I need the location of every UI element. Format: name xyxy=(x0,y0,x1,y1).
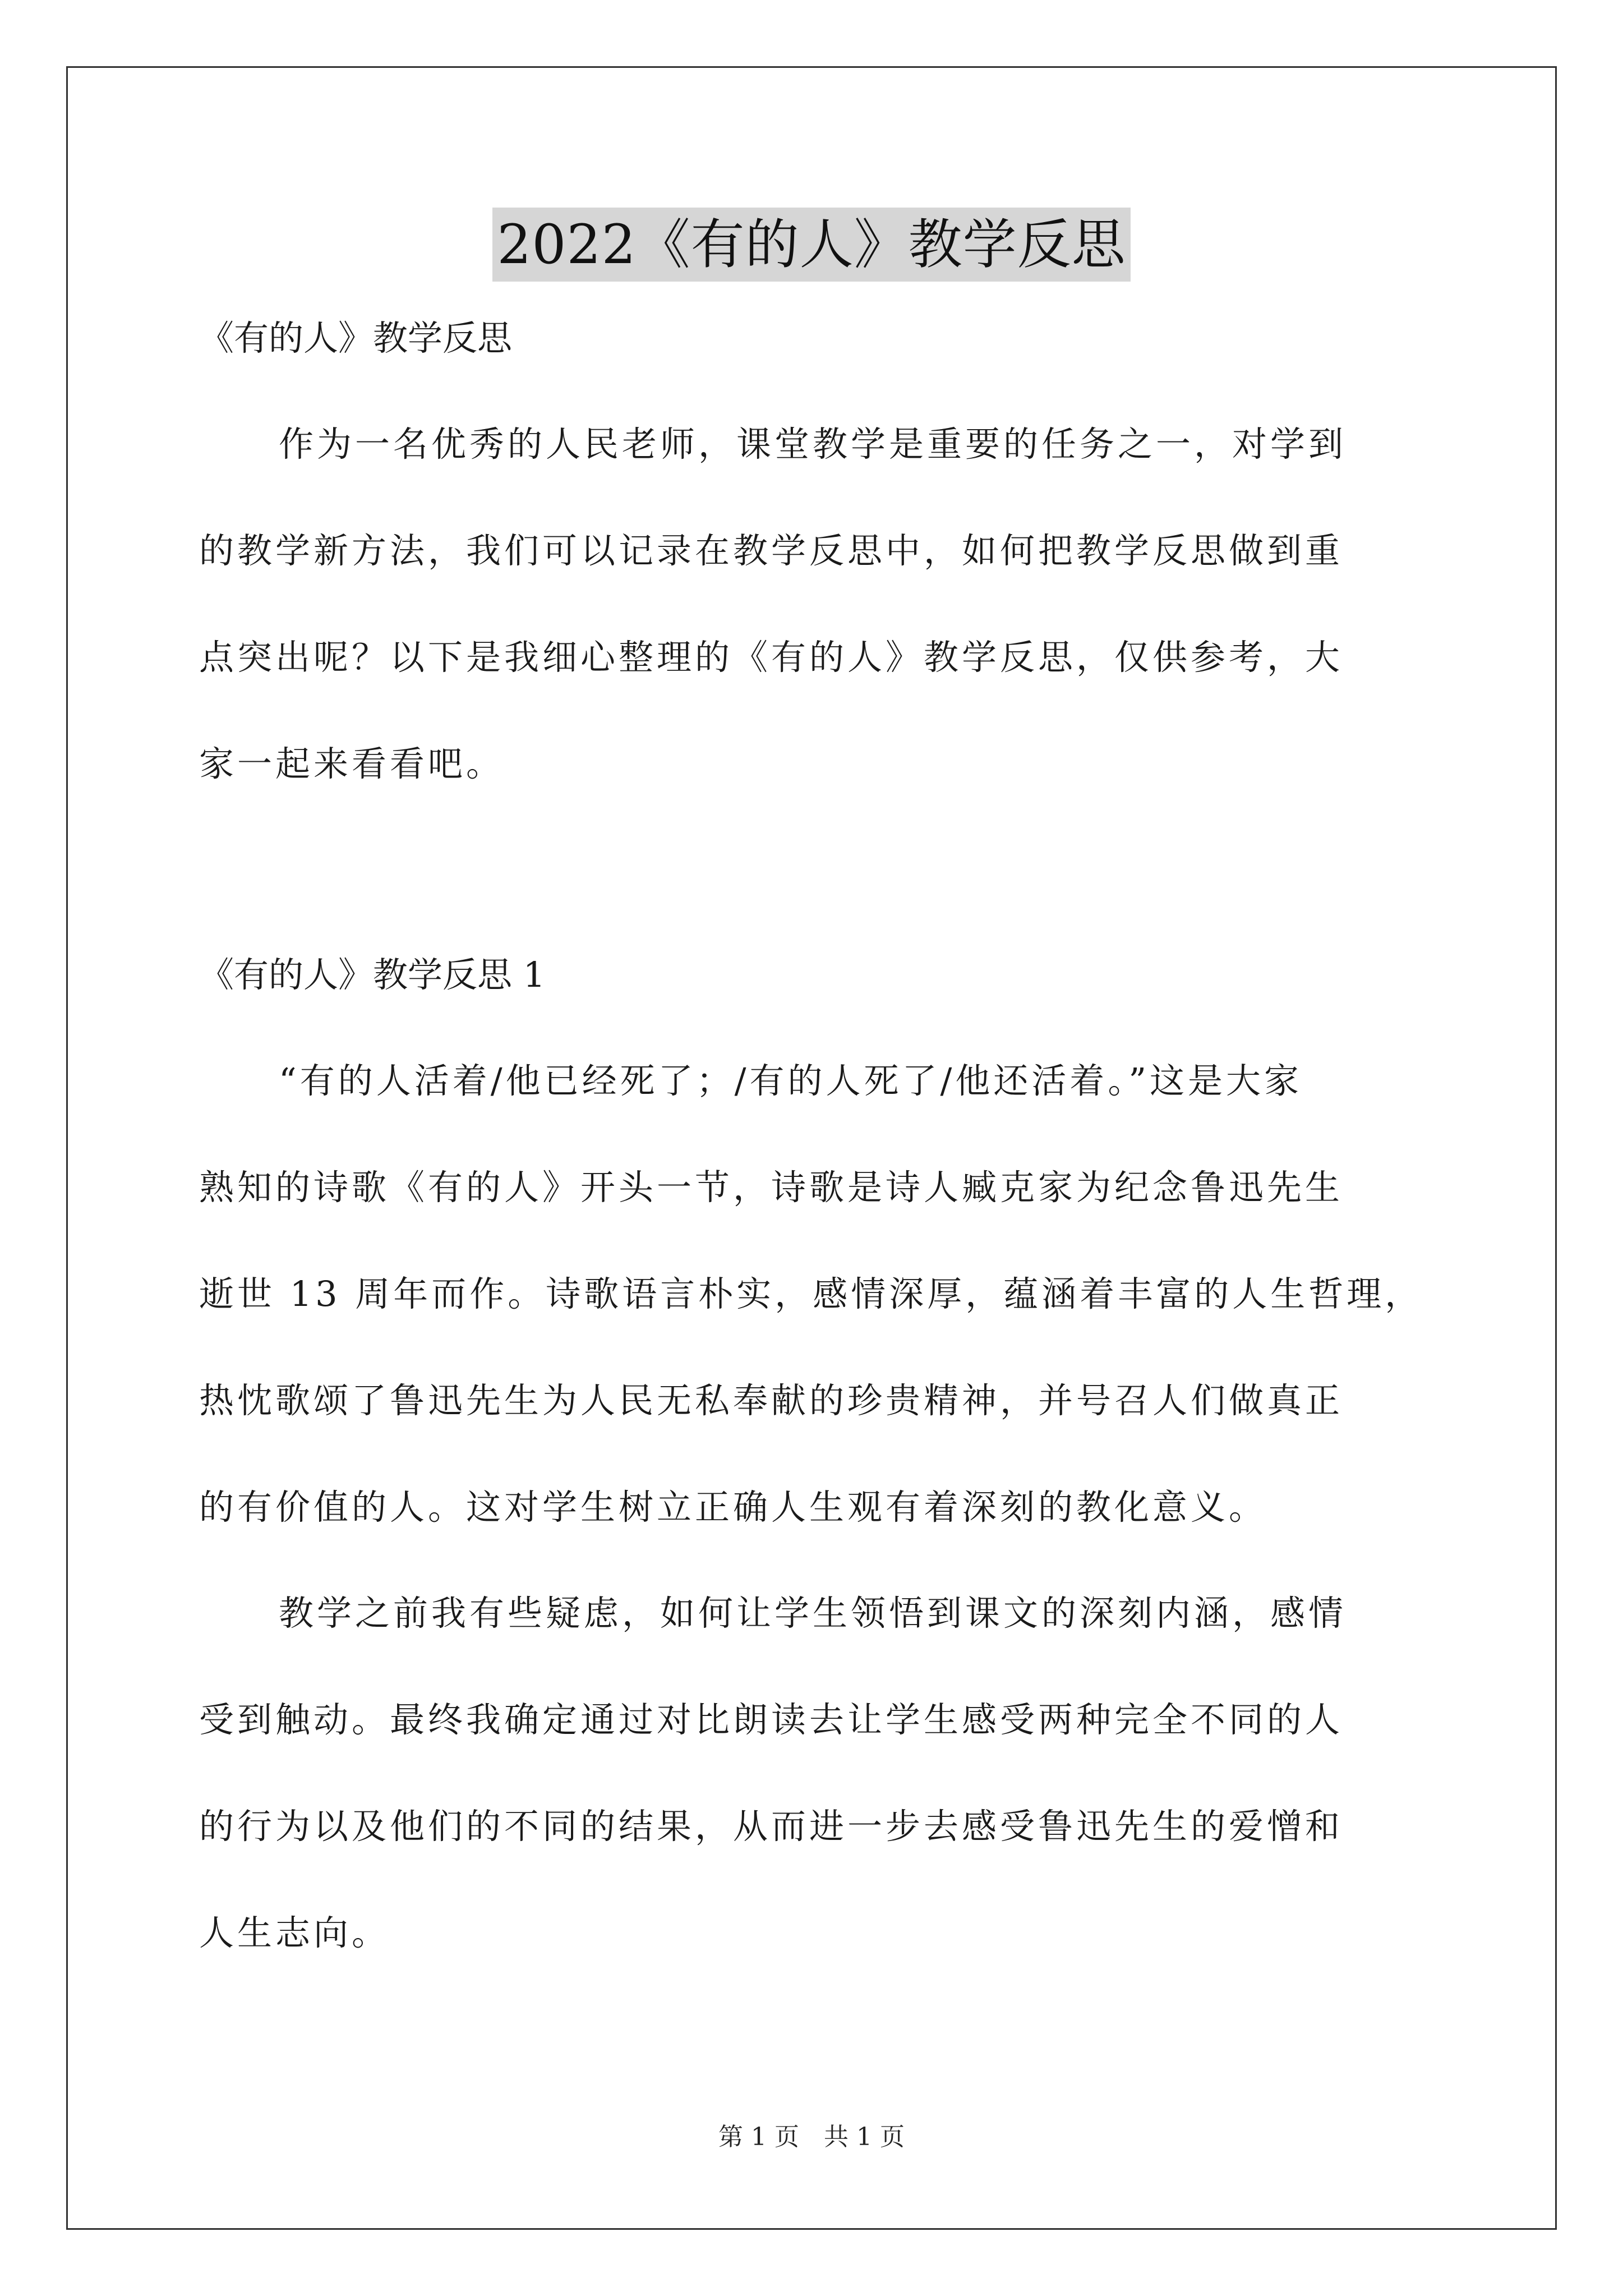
paragraph-line: 人生志向。 xyxy=(199,1912,390,1953)
paragraph-line: 教学之前我有些疑虑，如何让学生领悟到课文的深刻内涵，感情 xyxy=(279,1593,1347,1634)
page-number: 第 1 页 共 1 页 xyxy=(718,2123,905,2151)
section-heading: 《有的人》教学反思 1 xyxy=(199,954,546,995)
paragraph-line: 逝世 13 周年而作。诗歌语言朴实，感情深厚，蕴涵着丰富的人生哲理， xyxy=(199,1273,1423,1314)
paragraph-line: 点突出呢？以下是我细心整理的《有的人》教学反思，仅供参考，大 xyxy=(199,637,1344,678)
paragraph-line: 的有价值的人。这对学生树立正确人生观有着深刻的教化意义。 xyxy=(199,1487,1267,1527)
section-paragraph-1 xyxy=(199,1054,1427,1534)
section-paragraph-2 xyxy=(199,1586,1427,1960)
document-body xyxy=(199,311,1427,1960)
document-title: 2022《有的人》教学反思 xyxy=(492,208,1130,282)
intro-heading: 《有的人》教学反思 xyxy=(199,318,513,358)
paragraph-line: 受到触动。最终我确定通过对比朗读去让学生感受两种完全不同的人 xyxy=(199,1699,1344,1740)
paragraph-line: 家一起来看看吧。 xyxy=(199,743,505,784)
page-footer xyxy=(0,2120,1623,2154)
paragraph-line: 热忱歌颂了鲁迅先生为人民无私奉献的珍贵精神，并号召人们做真正 xyxy=(199,1380,1344,1421)
title-container xyxy=(0,208,1623,282)
paragraph-line: 的行为以及他们的不同的结果，从而进一步去感受鲁迅先生的爱憎和 xyxy=(199,1806,1344,1847)
paragraph-line: 的教学新方法，我们可以记录在教学反思中，如何把教学反思做到重 xyxy=(199,530,1344,571)
paragraph-line: 熟知的诗歌《有的人》开头一节，诗歌是诗人臧克家为纪念鲁迅先生 xyxy=(199,1167,1344,1208)
intro-paragraph xyxy=(199,417,1427,791)
paragraph-line: 作为一名优秀的人民老师，课堂教学是重要的任务之一，对学到 xyxy=(279,424,1347,464)
paragraph-line: “有的人活着/他已经死了；/有的人死了/他还活着。”这是大家 xyxy=(279,1060,1303,1101)
